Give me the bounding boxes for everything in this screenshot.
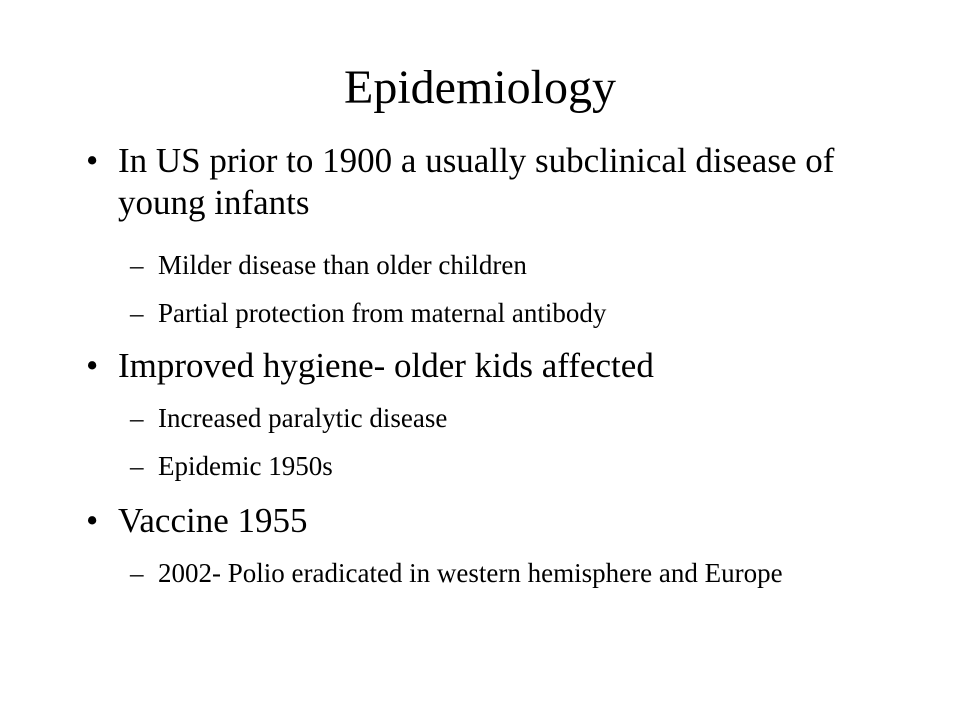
sub-bullet-item <box>130 402 890 435</box>
sub-bullet-text: 2002- Polio eradicated in western hemisphere and Europe <box>158 558 783 588</box>
sub-bullet-text: Epidemic 1950s <box>158 451 333 481</box>
dash-marker: – <box>130 403 144 433</box>
bullet-text: Vaccine 1955 <box>118 501 308 540</box>
sub-bullet-text: Milder disease than older children <box>158 250 527 280</box>
bullet-text: In US prior to 1900 a usually subclinical disease of young infants <box>118 141 835 222</box>
dash-marker: – <box>130 451 144 481</box>
sub-bullet-text: Partial protection from maternal antibody <box>158 298 607 328</box>
sub-bullet-text: Increased paralytic disease <box>158 403 448 433</box>
sub-bullet-item <box>130 450 890 483</box>
sub-bullet-item <box>130 557 890 590</box>
bullet-item <box>86 500 886 542</box>
bullet-item <box>86 140 886 224</box>
bullet-text: Improved hygiene- older kids affected <box>118 346 654 385</box>
bullet-marker: • <box>86 141 99 180</box>
dash-marker: – <box>130 558 144 588</box>
bullet-marker: • <box>86 346 99 385</box>
sub-bullet-item <box>130 297 890 330</box>
slide-title: Epidemiology <box>344 61 616 114</box>
dash-marker: – <box>130 298 144 328</box>
sub-bullet-item <box>130 249 890 282</box>
bullet-marker: • <box>86 501 99 540</box>
dash-marker: – <box>130 250 144 280</box>
bullet-item <box>86 345 886 387</box>
